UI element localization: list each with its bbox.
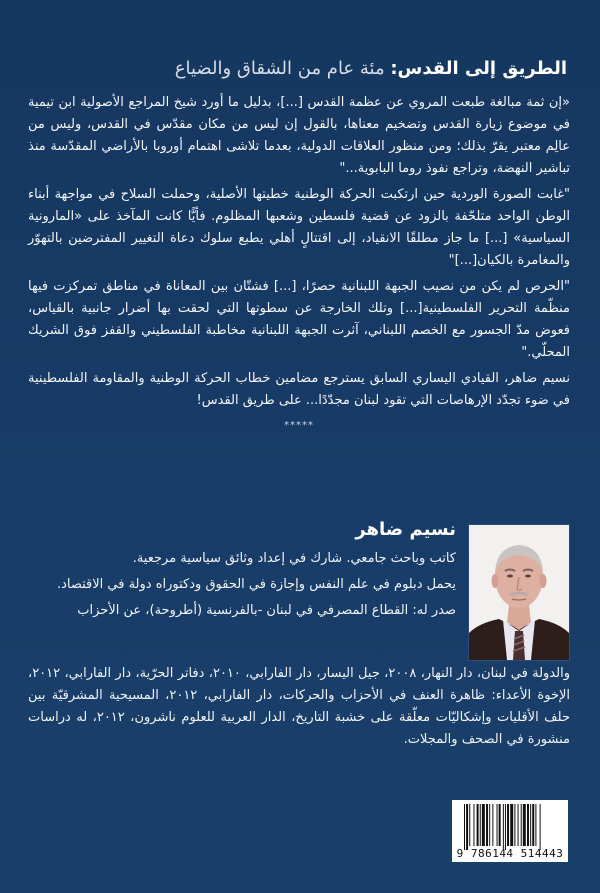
isbn-number: 9 786144 514443 xyxy=(456,847,564,860)
barcode-bar xyxy=(523,804,526,846)
author-bio-line-2: يحمل دبلوم في علم النفس وإجازة في الحقوق ودكتوراه دولة في الاقتصاد. xyxy=(56,577,456,592)
barcode-bar xyxy=(527,804,529,846)
barcode-bar xyxy=(464,804,465,850)
author-bio-publications-start: صدر له: القطاع المصرفي في لبنان -بالفرنسية (أطروحة)، عن الأحزاب xyxy=(77,603,456,618)
barcode-bar xyxy=(514,804,515,846)
barcode-bar xyxy=(473,804,474,846)
book-title-main: الطريق إلى القدس: xyxy=(390,58,567,79)
blurb-paragraph-1: «إن ثمة مبالغة طبعت المروي عن عظمة القدس [...]، بدليل ما أورد شيخ المراجع الأصولية ابن تيمية في موضوع زيارة القدس وتضخيم معناها، بالقول إن ليس من مكان مقدّس في القدس، وليس من عالِم معتبر يقرّ بذلك؛ ومن منظور العلاقات الدولية، بعدما تلاشى اهتمام أوروبا بالأراضي المقدّسة منذ تباشير النهضة، وتراجع نفوذ روما البابوية..." xyxy=(28,95,570,176)
blurb-paragraph-3: "الحرص لم يكن من نصيب الجبهة اللبنانية حصرًا، [...] فشتّان بين المعاناة في مناطق تمركزت فيها منظّمة التحرير الفلسطينية[...] وتلك الخارجة عن سطوتها التي لحقت بها أضرار جانبية بالقياس، فعوض مدّ الجسور مع الخصم اللبناني، آثرت الجبهة اللبنانية مخاطبة الفلسطيني والقفز فوق الشريك المحلّي." xyxy=(28,279,570,360)
barcode-bar xyxy=(521,804,522,846)
barcode-bar xyxy=(532,804,534,846)
barcode-bar xyxy=(510,804,513,846)
author-text xyxy=(28,512,456,622)
barcode-bar xyxy=(507,804,509,846)
barcode-bar xyxy=(497,804,498,846)
barcode-bar xyxy=(486,804,488,846)
author-bio-line-1: كاتب وباحث جامعي. شارك في إعداد وثائق سياسية مرجعية. xyxy=(132,551,456,566)
author-header xyxy=(28,512,570,661)
barcode-bar xyxy=(480,804,481,846)
barcode-bar xyxy=(535,804,536,846)
barcode-bar xyxy=(469,804,470,846)
barcode-bar xyxy=(482,804,485,846)
barcode-bar xyxy=(489,804,490,846)
author-section xyxy=(28,512,570,751)
barcode-bar xyxy=(477,804,479,846)
author-portrait-icon xyxy=(469,525,569,660)
isbn-barcode xyxy=(452,800,568,862)
blurb-paragraph-summary: نسيم ضاهر، القيادي اليساري السابق يسترجع مضامين خطاب الحركة الوطنية والمقاومة الفلسطينية في ضوء تجدّد الإرهاصات التي تقود لبنان مجدّدًا... على طريق القدس! xyxy=(28,371,570,408)
blurb xyxy=(28,92,570,434)
author-photo xyxy=(468,524,570,661)
book-subtitle: مئة عام من الشقاق والضياع xyxy=(174,58,385,79)
barcode-bar xyxy=(492,804,493,846)
barcode-bar xyxy=(503,804,504,850)
barcode-bar xyxy=(530,804,531,846)
blurb-paragraph-2: "غابت الصورة الوردية حين ارتكبت الحركة الوطنية خطيتها الأصلية، وحملت السلاح في مواجهة أبناء الوطن الواحد متلحّفة بالزود عن قضية فلسطين وشعبها المظلوم. فأيًّا كانت المآخذ على «المارونية السياسية» [...] ما جاز مطلقًا الانقياد، إلى اقتتالٍ أهلي يطبع سلوك دعاة التغيير المفترضين بالتهوّر والمغامرة بالكيان[...]" xyxy=(28,187,570,268)
author-bio-publications: والدولة في لبنان، دار النهار، ٢٠٠٨، جيل اليسار، دار الفارابي، ٢٠١٠، دفاتر الحرّية، دار الفارابي، ٢٠١٢، الإخوة الأعداء: ظاهرة العنف في الأحزاب والحركات، دار الفارابي، ٢٠١٢، المسيحية المشرقيّة بين حلف الأقليات وإشكاليّات معلّقة على خشبة التاريخ، الدار العربية للعلوم ناشرون، ٢٠١٢، له دراسات منشورة في الصحف والمجلات. xyxy=(28,666,571,747)
author-name: نسيم ضاهر xyxy=(355,519,456,540)
barcode-bar xyxy=(540,804,541,850)
barcode-bar xyxy=(505,804,506,850)
barcode-bar xyxy=(499,804,501,846)
section-separator: ***** xyxy=(284,420,314,431)
barcode-bar xyxy=(466,804,468,850)
book-title xyxy=(30,56,567,82)
barcode-bar xyxy=(518,804,519,846)
